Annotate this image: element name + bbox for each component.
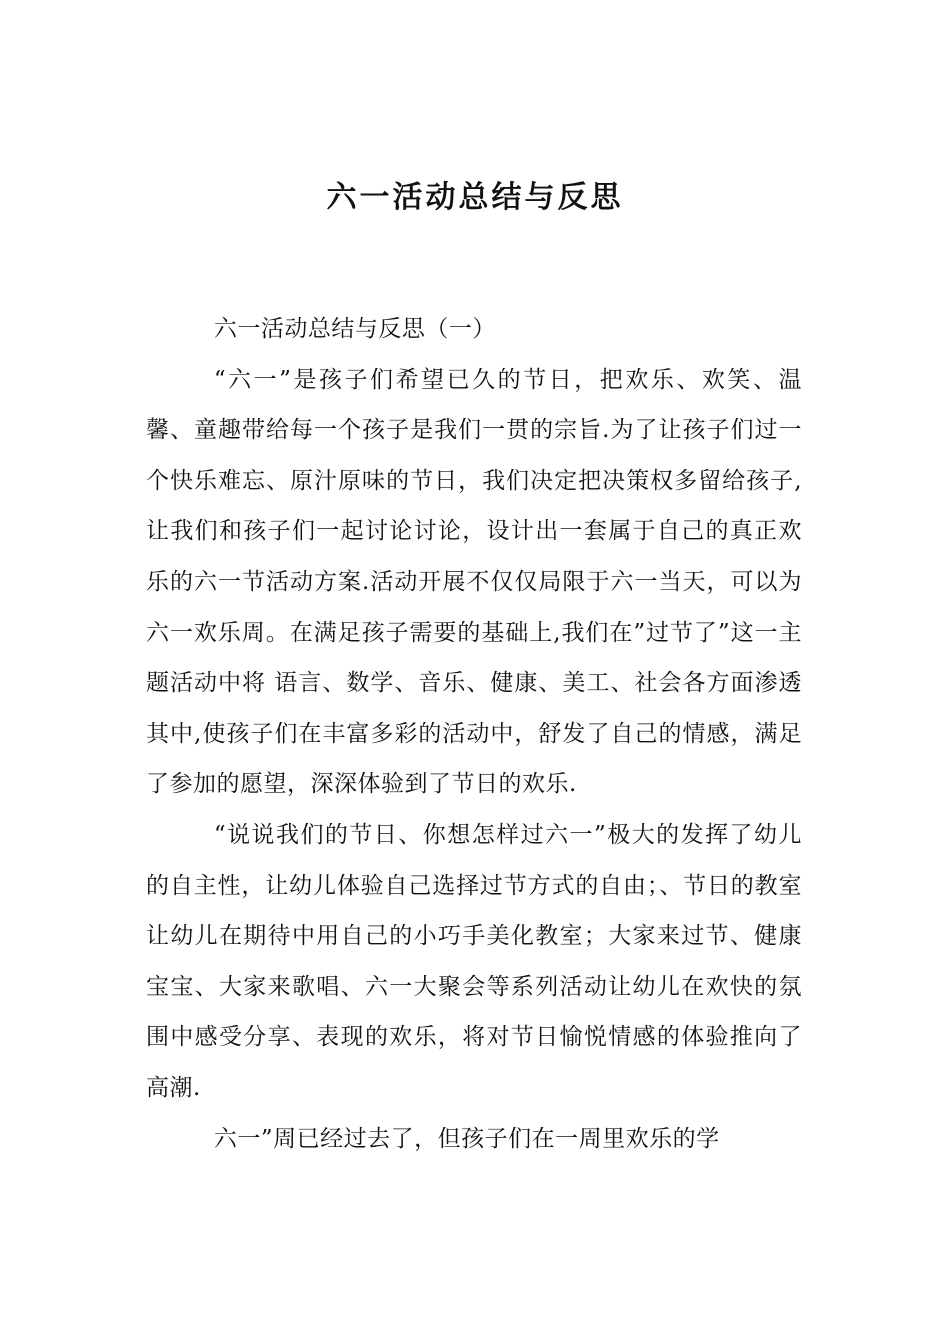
document-title: 六一活动总结与反思 xyxy=(326,180,624,215)
body-paragraph: “说说我们的节日、你想怎样过六一”极大的发挥了幼儿的自主性，让幼儿体验自己选择过节方式的自由；、节日的教室让幼儿在期待中用自己的小巧手美化教室；大家来过节、健康宝宝、大家来歌唱、六一大聚会等系列活动让幼儿在欢快的氛围中感受分享、表现的欢乐，将对节日愉悦情感的体验推向了高潮. xyxy=(146,821,802,1101)
document-body xyxy=(146,304,802,1164)
section-heading: 六一活动总结与反思（一） xyxy=(213,316,496,342)
body-paragraph: 六一”周已经过去了，但孩子们在一周里欢乐的学 xyxy=(213,1125,720,1152)
body-paragraph: “六一”是孩子们希望已久的节日，把欢乐、欢笑、温馨、童趣带给每一个孩子是我们一贯的宗旨.为了让孩子们过一个快乐难忘、原汁原味的节日，我们决定把决策权多留给孩子,让我们和孩子们一起讨论讨论，设计出一套属于自己的真正欢乐的六一节活动方案.活动开展不仅仅局限于六一当天，可以为六一欢乐周。在满足孩子需要的基础上,我们在”过节了”这一主题活动中将 语言、数学、音乐、健康、美工、社会各方面渗透其中,使孩子们在丰富多彩的活动中，舒发了自己的情感，满足了参加的愿望，深深体验到了节日的欢乐. xyxy=(146,366,802,798)
